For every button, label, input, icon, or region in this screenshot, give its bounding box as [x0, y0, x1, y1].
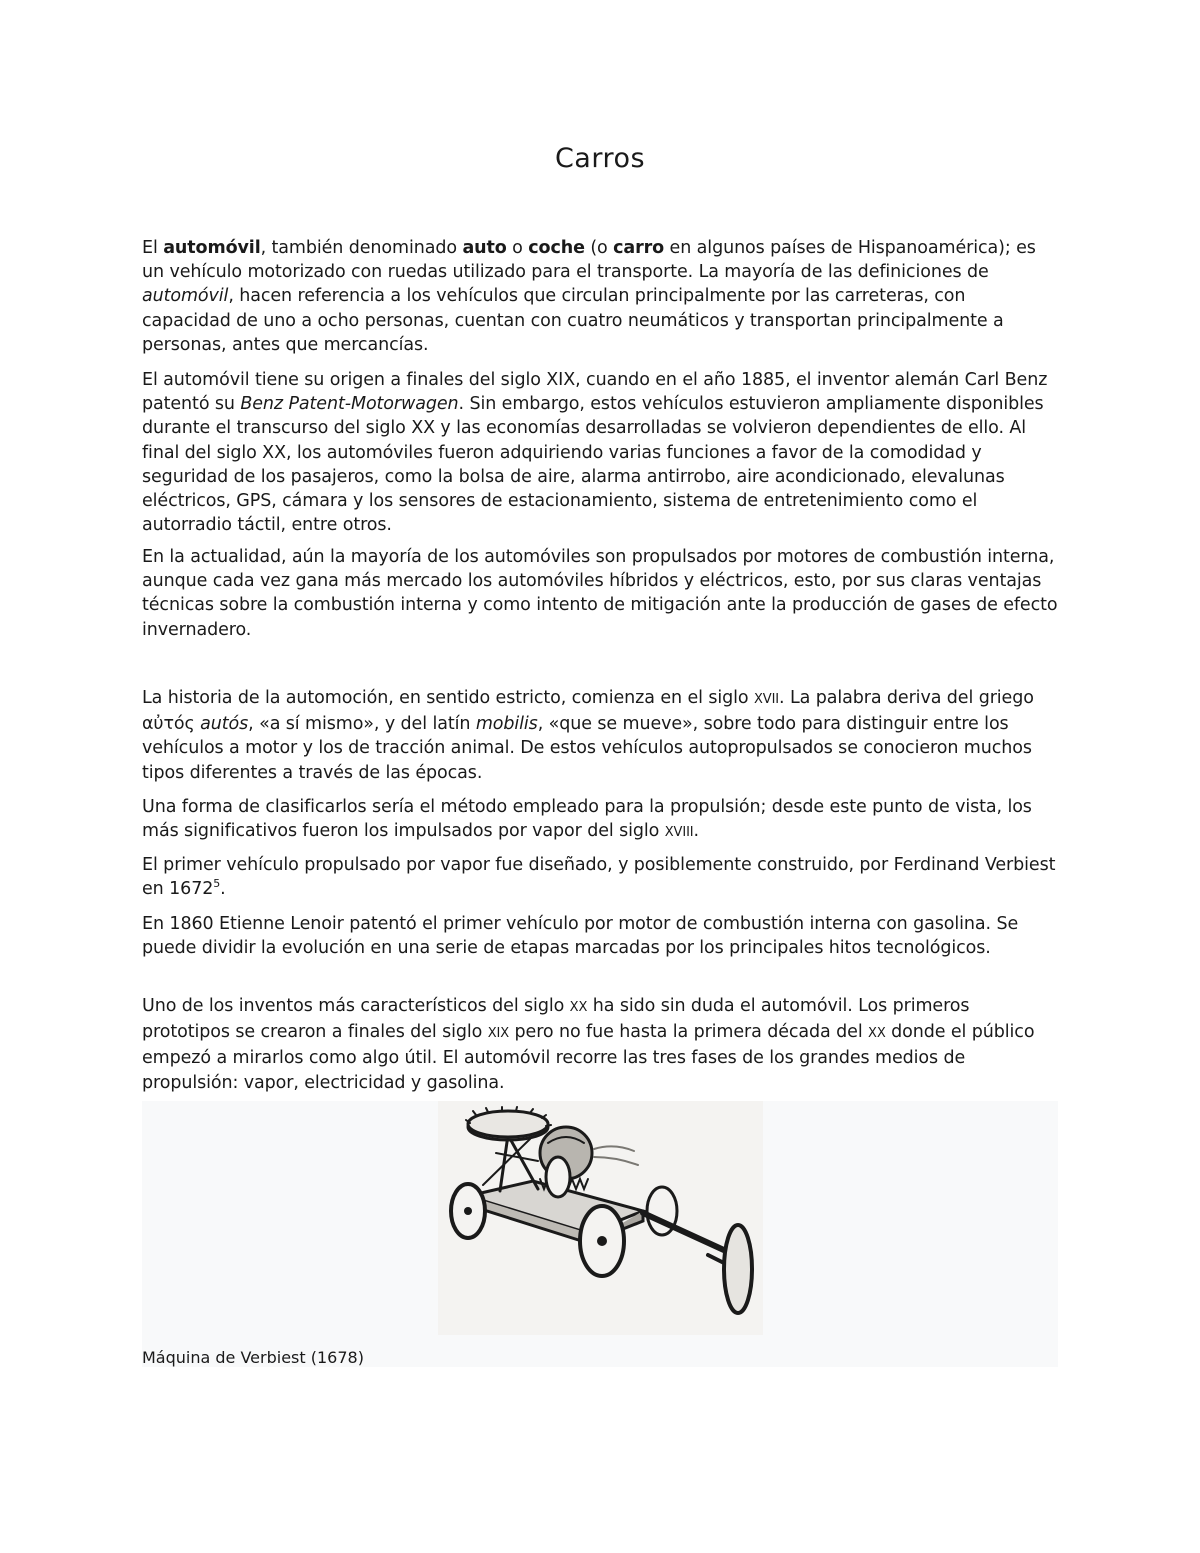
figure-box: [142, 1101, 1058, 1367]
text-run: ha sido sin duda el automóvil. Los primeros prototipos se crearon a finales del siglo: [142, 996, 970, 1043]
century-numeral: XIX: [487, 1026, 510, 1042]
text-run: , también denominado: [260, 238, 463, 258]
text-run: o: [506, 238, 529, 258]
paragraph-lenoir: En 1860 Etienne Lenoir patentó el primer vehículo por motor de combustión interna con gasolina. Se puede dividir la evolución en una serie de etapas marcadas por los principales hitos tecnológicos.: [142, 914, 1019, 959]
steam-vehicle-illustration: [438, 1101, 763, 1335]
text-run: , «que se mueve», sobre todo para distinguir entre los vehículos a motor y los de tracción animal. De estos vehículos autopropulsados se conocieron muchos tipos diferentes a través de las épocas.: [142, 714, 1032, 783]
century-numeral: XVIII: [664, 825, 694, 841]
text-run: , hacen referencia a los vehículos que circulan principalmente por las carreteras, con capacidad de uno a ocho personas, cuentan con cuatro neumáticos y transportan principalmente a personas, antes que mercancías.: [142, 286, 1004, 355]
text-run: La historia de la automoción, en sentido estricto, comienza en el siglo: [142, 688, 754, 708]
century-numeral: XX: [569, 1000, 588, 1015]
paragraph-origin: [142, 368, 1058, 537]
footnote-ref: 5: [213, 877, 221, 891]
text-run: , «a sí mismo», y del latín: [248, 714, 476, 735]
text-run: El automóvil tiene su origen a finales del siglo XIX, cuando en el año 1885, el inventor alemán Carl Benz patentó su: [142, 370, 1048, 415]
text-run: .: [220, 879, 226, 900]
bold-term: carro: [613, 238, 665, 258]
text-run: Una forma de clasificarlos sería el método empleado para la propulsión; desde este punto de vista, los más significativos fueron los impulsados por vapor del siglo: [142, 797, 1032, 842]
italic-term: autós: [200, 714, 249, 735]
text-run: El primer vehículo propulsado por vapor fue diseñado, y posiblemente construido, por Ferdinand Verbiest en 1672: [142, 855, 1056, 900]
text-run: donde el público empezó a mirarlos como algo útil. El automóvil recorre las tres fases de los grandes medios de propulsión: vapor, electricidad y gasolina.: [142, 1022, 1035, 1093]
paragraph-century: [142, 994, 1058, 1095]
text-run: . La palabra deriva del griego αὐτός: [142, 688, 1034, 735]
text-run: Uno de los inventos más característicos del siglo: [142, 996, 570, 1016]
paragraph-current: En la actualidad, aún la mayoría de los automóviles son propulsados por motores de combustión interna, aunque cada vez gana más mercado los automóviles híbridos y eléctricos, esto, por sus claras ventajas técnicas sobre la combustión interna y como intento de mitigación ante la producción de gases de efecto invernadero.: [142, 547, 1058, 640]
figure-caption: Máquina de Verbiest (1678): [142, 1348, 364, 1367]
text-run: en algunos países de Hispanoamérica); es un vehículo motorizado con ruedas utilizado para el transporte. La mayoría de las definiciones de: [142, 238, 1036, 283]
century-numeral: XX: [868, 1026, 886, 1042]
italic-term: Benz Patent-Motorwagen: [240, 394, 459, 415]
bold-term: coche: [528, 238, 585, 258]
paragraph-classification: [142, 795, 1058, 845]
document-title: Carros: [554, 143, 646, 174]
text-run: . Sin embargo, estos vehículos estuvieron ampliamente disponibles durante el transcurso del siglo XX y las economías desarrolladas se volvieron dependientes de ello. Al final del siglo XX, los automóviles fueron adquiriendo varias funciones a favor de la comodidad y seguridad de los pasajeros, como la bolsa de aire, alarma antirrobo, aire acondicionado, elevalunas eléctricos, GPS, cámara y los sensores de estacionamiento, sistema de entretenimiento como el autorradio táctil, entre otros.: [142, 394, 1044, 536]
text-run: (o: [584, 238, 614, 258]
bold-term: automóvil: [163, 238, 261, 258]
text-run: El: [142, 238, 164, 258]
text-run: pero no fue hasta la primera década del: [509, 1022, 869, 1043]
verbiest-machine-image: [438, 1101, 763, 1335]
century-numeral: XVII: [753, 692, 780, 707]
italic-term: mobilis: [475, 714, 538, 735]
text-run: .: [693, 821, 700, 842]
italic-term: automóvil: [142, 286, 229, 307]
paragraph-history: [142, 686, 1058, 785]
paragraph-verbiest: [142, 853, 1058, 901]
paragraph-definition: [142, 236, 1058, 357]
bold-term: auto: [462, 238, 507, 258]
